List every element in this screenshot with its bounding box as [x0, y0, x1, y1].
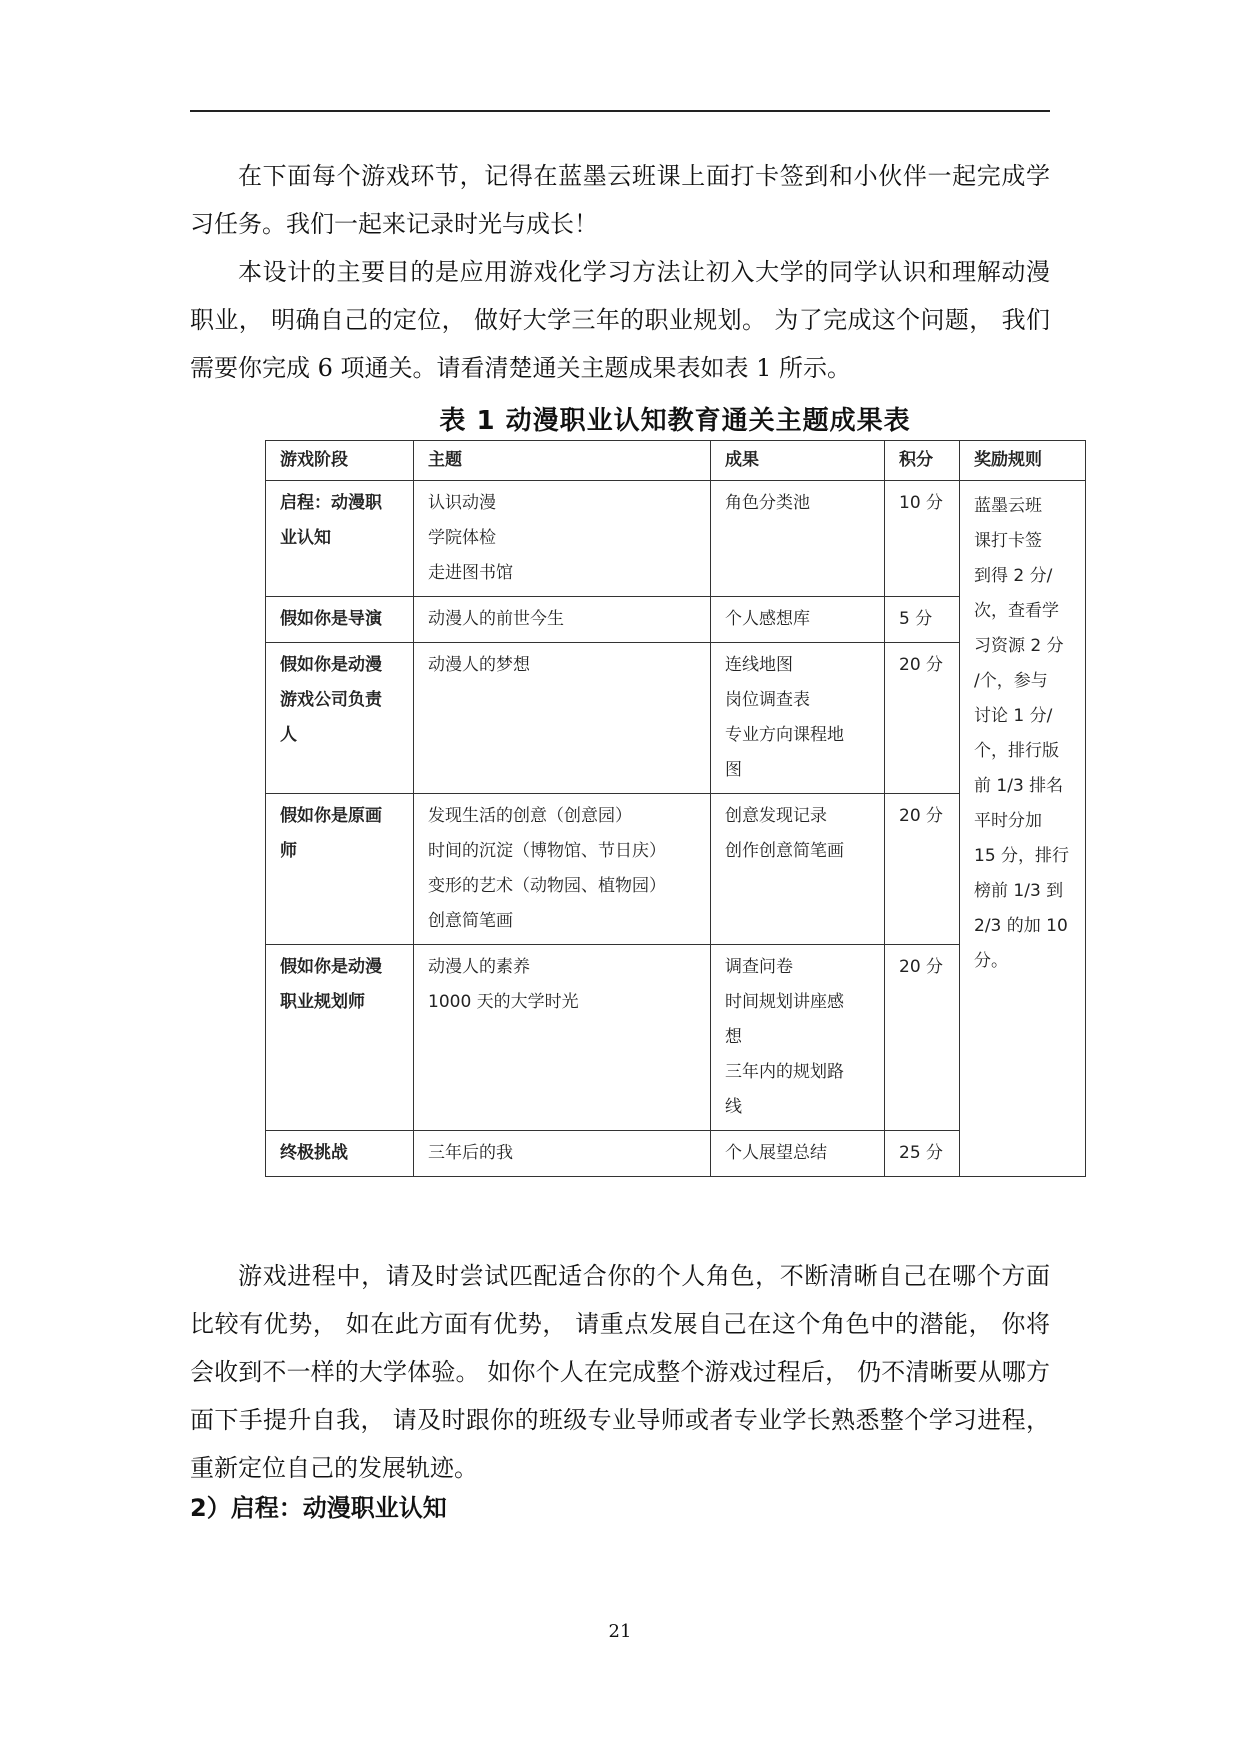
stage-line: 游戏公司负责	[280, 690, 382, 710]
reward-rule-line: 15 分，排行	[974, 846, 1070, 866]
stage-cell	[266, 945, 414, 1131]
stage-line: 职业规划师	[280, 992, 365, 1012]
section-heading: 2）启程：动漫职业认知	[190, 1494, 447, 1522]
reward-rule-line: 榜前 1/3 到	[974, 881, 1064, 901]
result-cell	[711, 1131, 885, 1177]
reward-rule-line: 个，排行版	[974, 741, 1059, 761]
table-header-row	[266, 441, 1086, 481]
points-cell: 10 分	[885, 481, 960, 597]
table-caption: 表 1 动漫职业认知教育通关主题成果表	[439, 406, 911, 436]
result-line: 线	[725, 1097, 742, 1117]
stage-line: 启程：动漫职	[280, 493, 382, 513]
result-cell	[711, 597, 885, 643]
header-topic: 主题	[414, 441, 711, 481]
topic-cell	[414, 481, 711, 597]
topic-line: 变形的艺术（动物园、植物园）	[428, 876, 666, 896]
result-line: 想	[725, 1027, 742, 1047]
result-cell	[711, 643, 885, 794]
points-cell: 20 分	[885, 643, 960, 794]
points-cell: 25 分	[885, 1131, 960, 1177]
points-cell: 5 分	[885, 597, 960, 643]
header-rule	[190, 110, 1050, 112]
result-line: 专业方向课程地	[725, 725, 844, 745]
result-line: 创意发现记录	[725, 806, 827, 826]
topic-line: 动漫人的前世今生	[428, 609, 564, 629]
result-line: 时间规划讲座感	[725, 992, 844, 1012]
result-line: 个人感想库	[725, 609, 810, 629]
reward-rule-line: 习资源 2 分	[974, 636, 1064, 656]
result-line: 角色分类池	[725, 493, 810, 513]
stage-cell	[266, 643, 414, 794]
topic-cell	[414, 945, 711, 1131]
topic-line: 时间的沉淀（博物馆、节日庆）	[428, 841, 666, 861]
topic-cell	[414, 1131, 711, 1177]
stage-line: 业认知	[280, 528, 331, 548]
topic-cell	[414, 794, 711, 945]
stage-cell	[266, 597, 414, 643]
header-result: 成果	[711, 441, 885, 481]
topic-line: 动漫人的素养	[428, 957, 530, 977]
reward-rule-cell	[960, 481, 1086, 1177]
topic-line: 发现生活的创意（创意园）	[428, 806, 632, 826]
result-cell	[711, 794, 885, 945]
result-line: 连线地图	[725, 655, 793, 675]
stage-line: 人	[280, 725, 297, 745]
intro-paragraph: 在下面每个游戏环节，记得在蓝墨云班课上面打卡签到和小伙伴一起完成学习任务。我们一起来记录时光与成长！	[190, 162, 1050, 238]
reward-rule-line: 分。	[974, 951, 1008, 971]
reward-rule-line: 课打卡签	[974, 531, 1042, 551]
result-line: 岗位调查表	[725, 690, 810, 710]
result-cell	[711, 945, 885, 1131]
reward-rule-line: 2/3 的加 10	[974, 916, 1068, 936]
stage-line: 假如你是动漫	[280, 655, 382, 675]
result-line: 图	[725, 760, 742, 780]
result-line: 三年内的规划路	[725, 1062, 844, 1082]
topic-line: 动漫人的梦想	[428, 655, 530, 675]
design-purpose-paragraph: 本设计的主要目的是应用游戏化学习方法让初入大学的同学认识和理解动漫职业， 明确自己的定位， 做好大学三年的职业规划。 为了完成这个问题， 我们需要你完成 6 项通关。请看清楚通关主题成果表如表 1 所示。	[190, 258, 1050, 382]
stage-cell	[266, 481, 414, 597]
topic-line: 走进图书馆	[428, 563, 513, 583]
topic-line: 三年后的我	[428, 1143, 513, 1163]
points-cell: 20 分	[885, 945, 960, 1131]
reward-rule-line: 前 1/3 排名	[974, 776, 1064, 796]
reward-rule-line: 平时分加	[974, 811, 1042, 831]
stage-line: 假如你是导演	[280, 609, 382, 629]
game-progress-paragraph: 游戏进程中，请及时尝试匹配适合你的个人角色，不断清晰自己在哪个方面比较有优势， 如在此方面有优势， 请重点发展自己在这个角色中的潜能， 你将会收到不一样的大学体验。 如你个人在完成整个游戏过程后， 仍不清晰要从哪方面下手提升自我， 请及时跟你的班级专业导师或者专业学长熟悉整个学习进程， 重新定位自己的发展轨迹。	[190, 1262, 1050, 1482]
topic-line: 创意简笔画	[428, 911, 513, 931]
table-body	[266, 481, 1086, 1177]
table-row	[266, 481, 1086, 597]
header-reward-rule: 奖励规则	[960, 441, 1086, 481]
result-line: 个人展望总结	[725, 1143, 827, 1163]
topic-line: 学院体检	[428, 528, 496, 548]
result-line: 创作创意简笔画	[725, 841, 844, 861]
stage-cell	[266, 1131, 414, 1177]
topic-line: 认识动漫	[428, 493, 496, 513]
topic-cell	[414, 597, 711, 643]
result-line: 调查问卷	[725, 957, 793, 977]
page-number: 21	[608, 1621, 632, 1642]
topic-line: 1000 天的大学时光	[428, 992, 579, 1012]
reward-rule-line: 到得 2 分/	[974, 566, 1053, 586]
stage-line: 终极挑战	[280, 1143, 348, 1163]
header-points: 积分	[885, 441, 960, 481]
reward-rule-line: 讨论 1 分/	[974, 706, 1053, 726]
reward-rule-line: 蓝墨云班	[974, 496, 1042, 516]
stage-line: 假如你是原画	[280, 806, 382, 826]
stage-line: 师	[280, 841, 297, 861]
stage-line: 假如你是动漫	[280, 957, 382, 977]
result-cell	[711, 481, 885, 597]
results-table	[265, 440, 1086, 1177]
points-cell: 20 分	[885, 794, 960, 945]
reward-rule-line: 次，查看学	[974, 601, 1059, 621]
stage-cell	[266, 794, 414, 945]
reward-rule-line: /个，参与	[974, 671, 1048, 691]
header-stage: 游戏阶段	[266, 441, 414, 481]
topic-cell	[414, 643, 711, 794]
